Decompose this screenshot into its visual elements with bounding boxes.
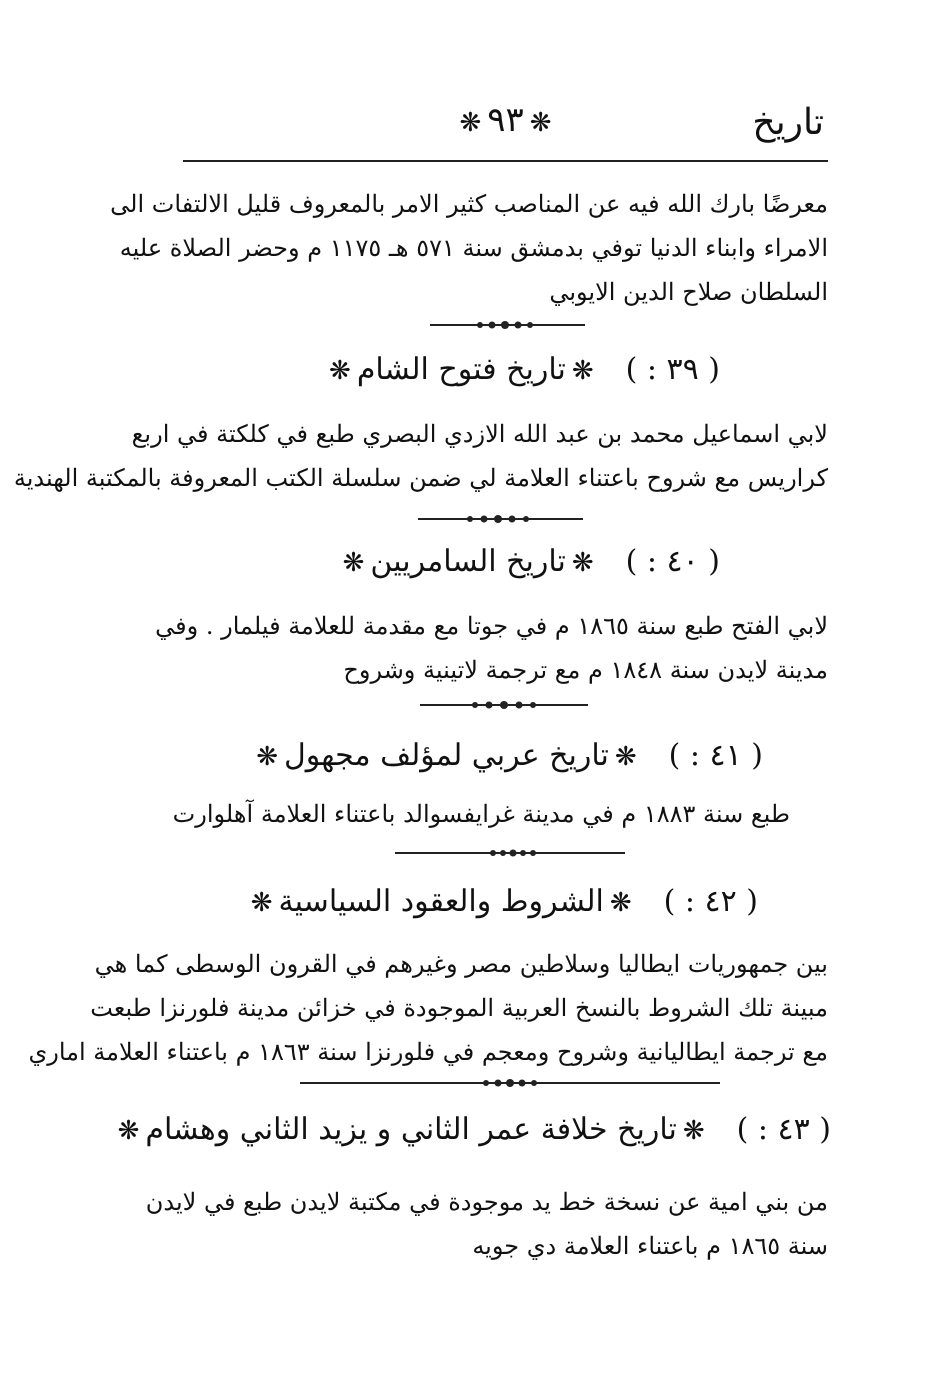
text-line: مدينة لايدن سنة ١٨٤٨ م مع ترجمة لاتينية وشروح xyxy=(343,656,828,684)
text-line: بين جمهوريات ايطاليا وسلاطين مصر وغيرهم في القرون الوسطى كما هي xyxy=(94,950,828,978)
entry-title: تاريخ خلافة عمر الثاني و يزيد الثاني وهشام xyxy=(145,1112,677,1147)
ornament-icon: ❋ xyxy=(342,548,365,578)
entry-description-40 xyxy=(155,604,828,692)
text-line: مع ترجمة ايطاليانية وشروح ومعجم في فلورنزا سنة ١٨٦٣ م باعتناء العلامة اماري xyxy=(28,1038,828,1066)
entry-title: الشروط والعقود السياسية xyxy=(278,884,604,919)
entry-description-42 xyxy=(28,942,828,1074)
page-number-block xyxy=(183,100,828,140)
entry-title: تاريخ السامريين xyxy=(370,544,566,579)
ornament-icon: ❋ xyxy=(614,742,637,772)
ornamental-divider xyxy=(418,512,583,526)
text-line: السلطان صلاح الدين الايوبي xyxy=(549,278,828,306)
ornament-icon: ❋ xyxy=(117,1116,140,1146)
running-title: تاريخ xyxy=(752,102,824,143)
text-line: طبع سنة ١٨٨٣ م في مدينة غرايفسوالد باعتناء العلامة آهلوارت xyxy=(172,800,790,828)
page-number: ٩٣ xyxy=(487,100,524,140)
entry-heading-43 xyxy=(112,1112,831,1147)
entry-heading-41 xyxy=(250,738,763,773)
entry-number: ( ٣٩ : ) xyxy=(625,352,720,387)
ornamental-divider xyxy=(395,846,625,860)
text-line: لابي الفتح طبع سنة ١٨٦٥ م في جوتا مع مقدمة للعلامة فيلمار . وفي xyxy=(155,612,828,640)
entry-number: ( ٤٢ : ) xyxy=(663,884,758,919)
paragraph-continuation xyxy=(110,182,828,314)
ornament-icon: ❋ xyxy=(609,888,632,918)
header-rule xyxy=(183,160,828,162)
ornamental-divider xyxy=(420,698,588,712)
ornament-icon: ❋ xyxy=(682,1116,705,1146)
text-line: لابي اسماعيل محمد بن عبد الله الازدي البصري طبع في كلكتة في اربع xyxy=(131,420,828,448)
entry-description-39 xyxy=(13,412,828,500)
ornamental-divider xyxy=(430,318,585,332)
entry-title: تاريخ فتوح الشام xyxy=(356,352,566,387)
entry-number: ( ٤٠ : ) xyxy=(625,544,720,579)
text-line: من بني امية عن نسخة خط يد موجودة في مكتبة لايدن طبع في لايدن xyxy=(145,1188,828,1216)
text-line: كراريس مع شروح باعتناء العلامة لي ضمن سلسلة الكتب المعروفة بالمكتبة الهندية xyxy=(13,464,828,492)
entry-title: تاريخ عربي لمؤلف مجهول xyxy=(283,738,609,773)
entry-heading-39 xyxy=(323,352,720,387)
entry-heading-40 xyxy=(337,544,720,579)
entry-number: ( ٤٣ : ) xyxy=(736,1112,831,1147)
text-line: سنة ١٨٦٥ م باعتناء العلامة دي جويه xyxy=(472,1232,828,1260)
text-line: الامراء وابناء الدنيا توفي بدمشق سنة ٥٧١ هـ ١١٧٥ م وحضر الصلاة عليه xyxy=(119,234,828,262)
ornament-icon: ❋ xyxy=(459,108,482,138)
entry-description-43 xyxy=(145,1180,828,1268)
entry-description-41 xyxy=(172,792,790,836)
ornament-icon: ❋ xyxy=(250,888,273,918)
ornament-icon: ❋ xyxy=(329,356,351,386)
ornament-icon: ❋ xyxy=(256,742,278,772)
ornament-icon: ❋ xyxy=(571,356,594,386)
ornament-icon: ❋ xyxy=(571,548,594,578)
ornamental-divider xyxy=(300,1076,720,1090)
page-header xyxy=(183,96,828,156)
entry-heading-42 xyxy=(245,884,758,919)
text-line: مبينة تلك الشروط بالنسخ العربية الموجودة في خزائن مدينة فلورنزا طبعت xyxy=(90,994,828,1022)
entry-number: ( ٤١ : ) xyxy=(668,738,763,773)
text-line: معرضًا بارك الله فيه عن المناصب كثير الامر بالمعروف قليل الالتفات الى xyxy=(110,190,828,218)
ornament-icon: ❋ xyxy=(529,108,552,138)
